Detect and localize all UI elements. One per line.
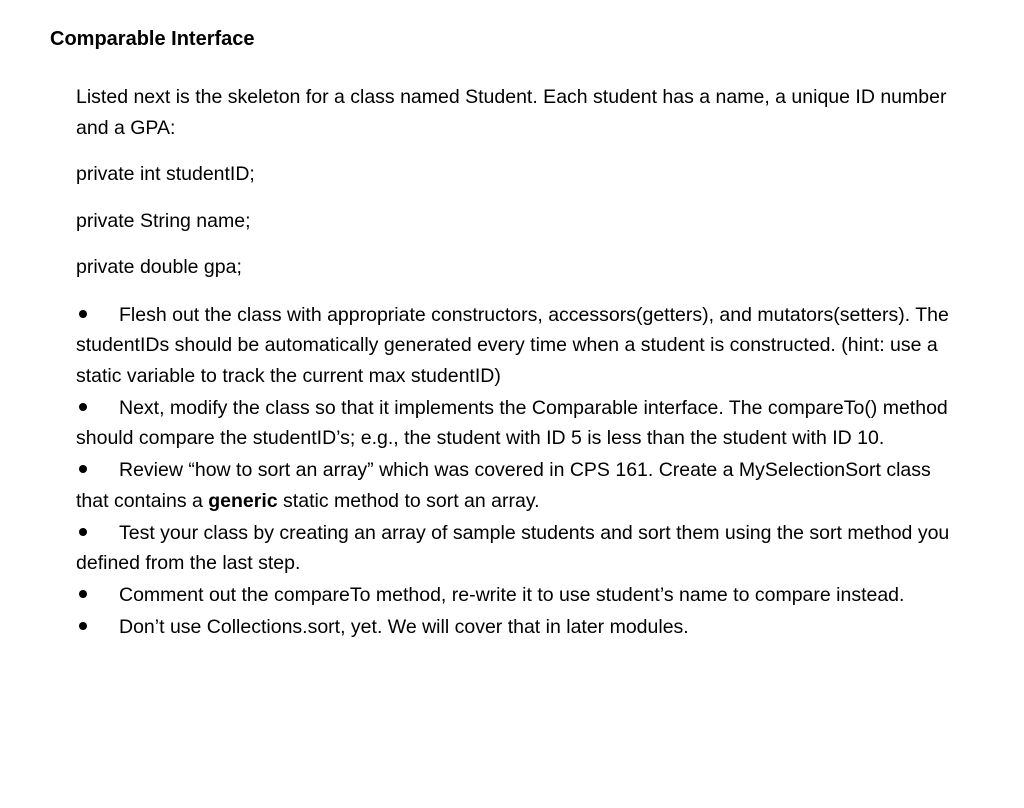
field-name: private String name;	[76, 209, 251, 232]
document-body	[76, 82, 956, 644]
instruction-item	[76, 455, 956, 516]
document-heading: Comparable Interface	[50, 28, 255, 50]
instruction-item	[76, 300, 956, 392]
field-gpa: private double gpa;	[76, 256, 242, 278]
instruction-item	[76, 518, 956, 579]
instruction-item	[76, 580, 956, 611]
instruction-text: Test your class by creating an array of sample students and sort them using the sort method you defined from the last step.	[76, 521, 950, 574]
instruction-text: Next, modify the class so that it implements the Comparable interface. The compareTo() method should compare the studentID’s; e.g., the student with ID 5 is less than the student with ID 10.	[76, 396, 948, 449]
instruction-text: Flesh out the class with appropriate constructors, accessors(getters), and mutators(setters). The studentIDs should be automatically generated every time when a student is constructed. (hint: use a static variable to track the current max studentID)	[76, 303, 949, 387]
instruction-text-before: Review “how to sort an array” which was covered in CPS 161. Create a MySelectionSort class that contains a	[76, 459, 931, 512]
instruction-item	[76, 393, 956, 454]
instruction-list	[76, 300, 956, 643]
instruction-text: Don’t use Collections.sort, yet. We will cover that in later modules.	[119, 616, 689, 638]
field-student-id: private int studentID;	[76, 163, 255, 185]
instruction-text: Comment out the compareTo method, re-write it to use student’s name to compare instead.	[119, 584, 905, 606]
instruction-item	[76, 612, 956, 643]
instruction-text-after: static method to sort an array.	[277, 489, 540, 512]
intro-paragraph: Listed next is the skeleton for a class named Student. Each student has a name, a unique ID number and a GPA:	[76, 86, 947, 139]
generic-keyword: generic	[208, 489, 278, 512]
